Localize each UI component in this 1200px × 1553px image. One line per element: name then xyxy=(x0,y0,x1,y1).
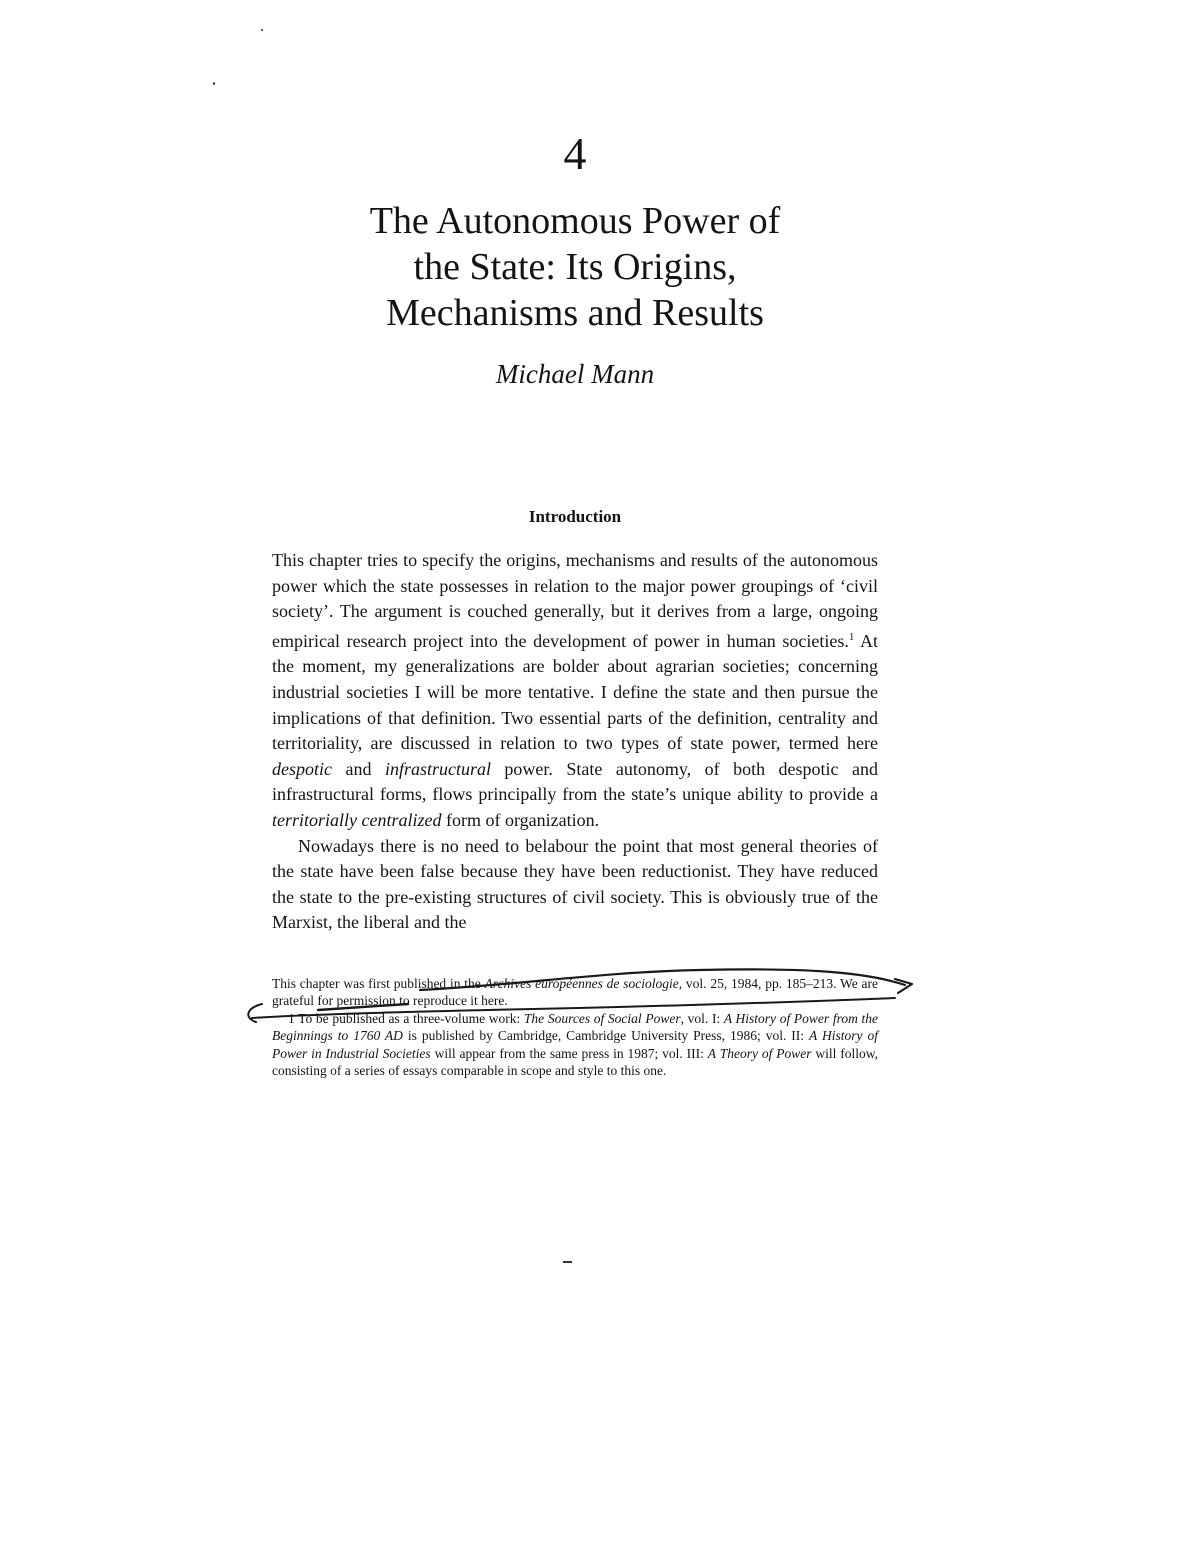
footnotes xyxy=(272,975,878,1079)
page-mark xyxy=(563,1261,572,1263)
emphasis: infrastructural xyxy=(384,758,491,779)
chapter-title-line: The Autonomous Power of xyxy=(369,200,781,242)
emphasis: territorially centralized xyxy=(272,809,442,830)
emphasis: Archives européennes de sociologie xyxy=(484,976,679,991)
text-run: form of organization. xyxy=(441,809,600,830)
chapter-title-line: the State: Its Origins, xyxy=(413,246,737,288)
scan-speck xyxy=(261,29,263,31)
pen-bracket-mark xyxy=(248,1004,262,1022)
emphasis: despotic xyxy=(272,758,332,779)
emphasis: A Theory of Power xyxy=(707,1045,812,1061)
section-heading: Introduction xyxy=(528,507,622,526)
footnote-ref: 1 xyxy=(848,630,855,643)
footnote-number: 1 xyxy=(288,1010,295,1026)
text-run: is published by Cambridge, Cambridge University Press, 1986; vol. II: xyxy=(402,1028,810,1044)
text-run: will follow, consisting of a series of essays comparable in scope and style to this one. xyxy=(272,1045,879,1079)
body-text xyxy=(272,548,878,936)
footnote-1 xyxy=(272,1010,878,1080)
emphasis: A History of Power in Industrial Societies xyxy=(272,1028,878,1061)
chapter-title xyxy=(0,198,1150,336)
chapter-number: 4 xyxy=(563,128,587,179)
text-run: will appear from the same press in 1987; vol. III: xyxy=(430,1045,708,1061)
text-run: This chapter was first published in the xyxy=(272,976,485,991)
paragraph xyxy=(272,548,878,834)
text-run: This chapter tries to specify the origins, mechanisms and results of the autonomous power which the state possesses in relation to the major power groupings of ‘civil society’. The argument is couched generally, but it derives from a large, ongoing empirical research project into the development of power in human societies. xyxy=(272,550,878,651)
scan-speck xyxy=(213,82,215,85)
text-run: and xyxy=(332,758,385,779)
emphasis: A History of Power from the Beginnings to 1760 AD xyxy=(272,1010,878,1044)
text-run: , vol. 25, 1984, pp. 185–213. We are grateful for permission to reproduce it here. xyxy=(272,976,879,1009)
author-name: Michael Mann xyxy=(495,359,655,389)
pen-arrow-mark xyxy=(895,979,912,993)
footnote-unnumbered xyxy=(272,975,878,1010)
text-run: To be published as a three-volume work: xyxy=(294,1010,524,1026)
chapter-title-line: Mechanisms and Results xyxy=(386,292,764,334)
paragraph: Nowadays there is no need to belabour the point that most general theories of the state have been false because they have been reductionist. They have reduced the state to the pre-existing structures of civil society. This is obviously true of the Marxist, the liberal and the xyxy=(272,835,878,933)
text-run: , vol. I: xyxy=(680,1010,724,1026)
text-run: At the moment, my generalizations are bolder about agrarian societies; concerning industrial societies I will be more tentative. I define the state and then pursue the implications of that definition. Two essential parts of the definition, centrality and territoriality, are discussed in relation to two types of state power, termed here xyxy=(272,630,878,754)
text-run: power. State autonomy, of both despotic and infrastructural forms, flows principally from the state’s unique ability to provide a xyxy=(272,758,878,805)
emphasis: The Sources of Social Power xyxy=(523,1010,681,1026)
